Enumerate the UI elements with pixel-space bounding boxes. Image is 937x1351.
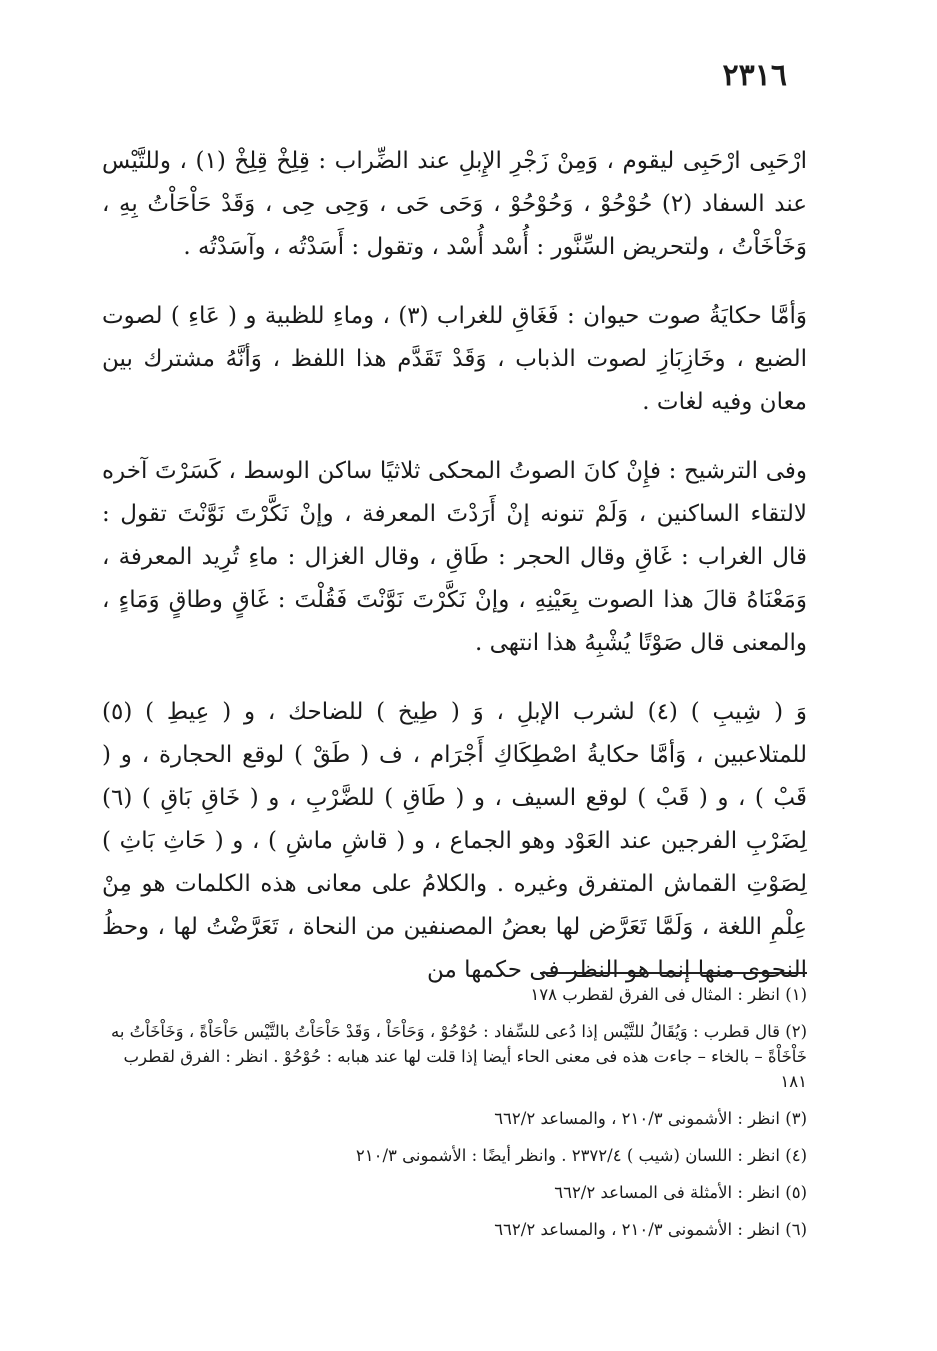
- paragraph-4: وَ ( شِيبِ ) (٤) لشرب الإبلِ ، وَ ( طِيخ ) للضاحك ، و ( عِيطِ ) (٥) للمتلاعبين ، وَأمَّا حكايةُ اصْطِكَاكِ أَجْرَام ، ف ( طَقْ ) لوقع الحجارة ، و ( قَبْ ) ، و ( قَبْ ) لوقع السيف ، و ( طَاقِ ) للضَّرْبِ ، و ( خَاقِ بَاقِ ) (٦) لِضَرْبِ الفرجين عند العَوْد وهو الجماع ، و ( قاشِ ماشِ ) ، و ( حَاثِ بَاثِ ) لِصَوْتِ القماش المتفرق وغيره . والكلامُ على معانى هذه الكلمات هو مِنْ عِلْمِ اللغة ، وَلَمَّا تَعَرَّض لها بعضُ المصنفين من النحاة ، تَعَرَّضْتُ لها ، وحظُ النحوى منها إنما هو النظر فى حكمها من: [102, 699, 807, 983]
- page-number: ٢٣١٦: [722, 58, 787, 93]
- paragraph-2: وَأمَّا حكايَةُ صوت حيوان : فَغَاقِ للغراب (٣) ، وماءِ للظبية و ( عَاءِ ) لصوت الضبع ، وخَازِبَازِ لصوت الذباب ، وَقَدْ تَقَدَّم هذا اللفظ ، وَأنَّهُ مشترك بين معان وفيه لغات .: [102, 303, 807, 415]
- footnote-divider: [540, 972, 807, 974]
- footnote-2: (٢) قال قطرب : وَيُقَالُ للتَّيْس إذا دُعى للسِّفاد : حُوْحُوْ ، وَحَاْحَاْ ، وَقَدْ حَاْحَاْتُ بالتَّيْس حَاْحَاْةً ، وَخَاْخَاْتُ به خَاْخَاْةً – بالخاء – جاءت هذه فى معنى الحاء أيضا إذا قلت لها عند هبابه : حُوْحُوْ . انظر : الفرق لقطرب ١٨١: [110, 1022, 807, 1091]
- footnote-4: (٤) انظر : اللسان (شيب ) ٢٣٧٢/٤ . وانظر أيضًا : الأشمونى ٢١٠/٣: [355, 1146, 807, 1165]
- footnotes: [102, 982, 807, 1254]
- footnote-6: (٦) انظر : الأشمونى ٢١٠/٣ ، والمساعد ٦٦٢/٢: [494, 1220, 807, 1239]
- paragraph-3: وفى الترشيح : فإِنْ كانَ الصوتُ المحكى ثلاثيًا ساكن الوسط ، كَسَرْتَ آخره لالتقاء الساكنين ، وَلَمْ تنونه إنْ أَرَدْتَ المعرفة ، وإنْ نَكَّرْتَ نَوَّنْتَ تقول : قال الغراب : غَاقِ وقال الحجر : طَاقِ ، وقال الغزال : ماءِ تُرِيد المعرفة ، وَمَعْنَاهُ قالَ هذا الصوت بِعَيْنِهِ ، وإنْ نَكَّرْتَ نَوَّنْتَ فَقُلْتَ : غَاقٍ وطاقٍ وَمَاءٍ ، والمعنى قال صَوْتًا يُشْبِهُ هذا انتهى .: [102, 458, 807, 656]
- footnote-5: (٥) انظر : الأمثلة فى المساعد ٦٦٢/٢: [554, 1183, 807, 1202]
- footnote-1: (١) انظر : المثال فى الفرق لقطرب ١٧٨: [530, 985, 807, 1004]
- footnote-3: (٣) انظر : الأشمونى ٢١٠/٣ ، والمساعد ٦٦٢/٢: [494, 1109, 807, 1128]
- main-text: [102, 140, 807, 1018]
- paragraph-1: ارْحَبِى ارْحَبِى ليقوم ، وَمِنْ زَجْرِ الإِبلِ عند الضِّراب : قِلِخْ قِلِخْ (١) ، وللتَّيْس عند السفاد (٢) حُوْحُوْ ، وَحُوْحُوْ ، وَحَى حَى ، وَحِى حِى ، وَقَدْ حَاْحَاْتُ بِهِ ، وَخَاْخَاْتُ ، ولتحريض السِّنَّور : أُسْد أُسْد ، وتقول : أَسَدْتُه ، وآسَدْتُه .: [102, 148, 807, 260]
